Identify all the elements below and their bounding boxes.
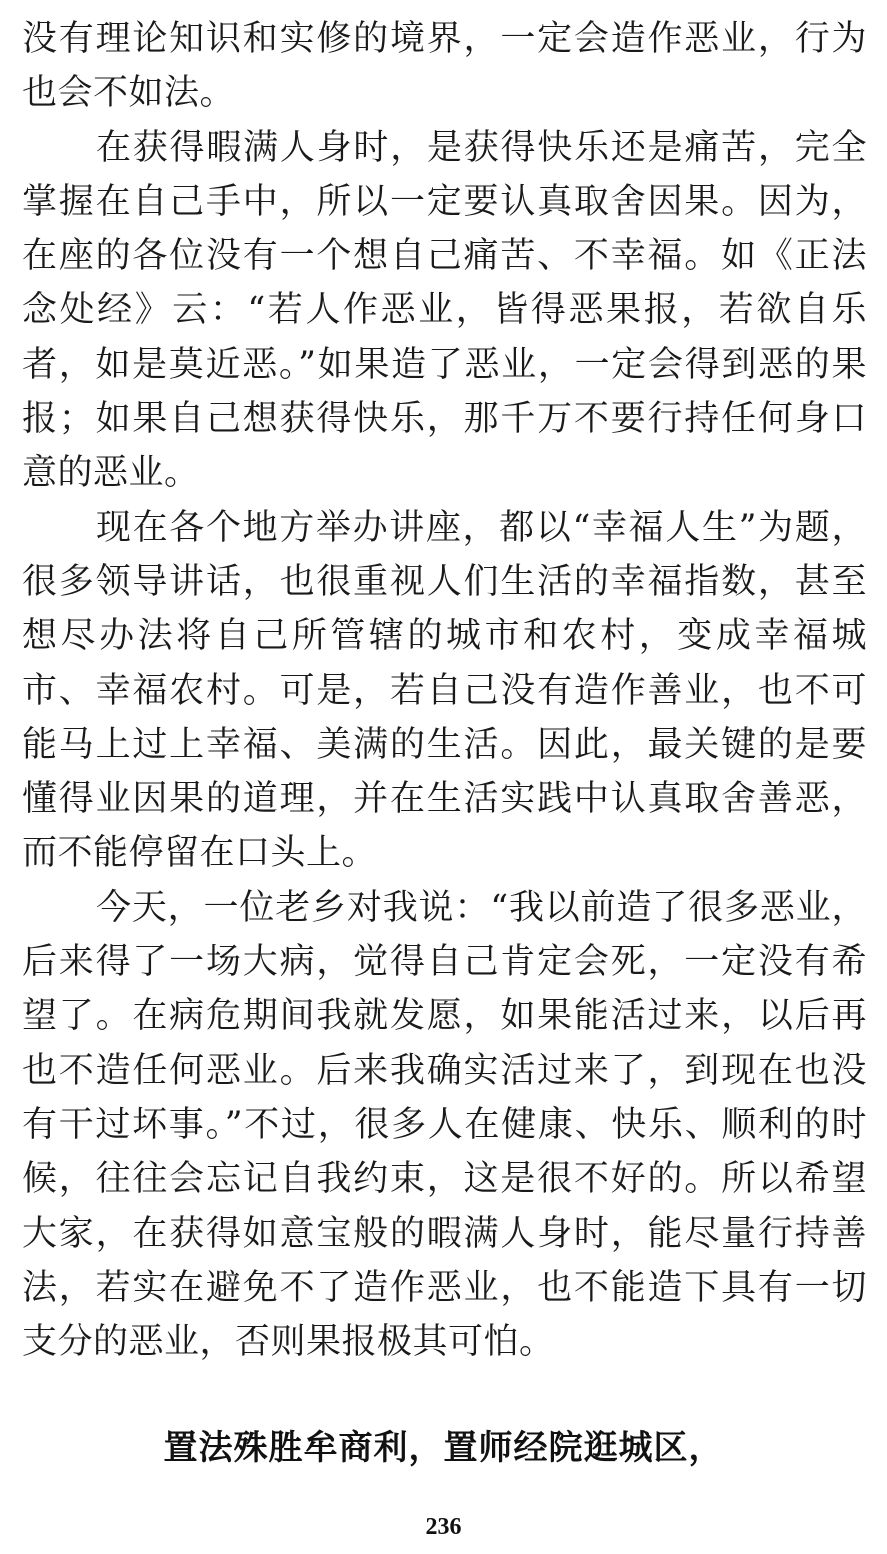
body-text bbox=[22, 12, 867, 1369]
paragraph-1: 没有理论知识和实修的境界，一定会造作恶业，行为也会不如法。 bbox=[22, 19, 867, 114]
paragraph-4: 今天，一位老乡对我说：“我以前造了很多恶业，后来得了一场大病，觉得自己肯定会死，一定没有希望了。在病危期间我就发愿，如果能活过来，以后再也不造任何恶业。后来我确实活过来了，到现在也没有干过坏事。”不过，很多人在健康、快乐、顺利的时候，往往会忘记自我约束，这是很不好的。所以希望大家，在获得如意宝般的暇满人身时，能尽量行持善法，若实在避免不了造作恶业，也不能造下具有一切支分的恶业，否则果报极其可怕。 bbox=[22, 887, 867, 1363]
verse-line: 置法殊胜牟商利，置师经院逛城区， bbox=[163, 1428, 724, 1468]
page-number: 236 bbox=[425, 1514, 462, 1540]
paragraph-2: 在获得暇满人身时，是获得快乐还是痛苦，完全掌握在自己手中，所以一定要认真取舍因果。因为，在座的各位没有一个想自己痛苦、不幸福。如《正法念处经》云：“若人作恶业，皆得恶果报，若欲自乐者，如是莫近恶。”如果造了恶业，一定会得到恶的果报；如果自己想获得快乐，那千万不要行持任何身口意的恶业。 bbox=[22, 127, 867, 494]
paragraph-3: 现在各个地方举办讲座，都以“幸福人生”为题，很多领导讲话，也很重视人们生活的幸福指数，甚至想尽办法将自己所管辖的城市和农村，变成幸福城市、幸福农村。可是，若自己没有造作善业，也不可能马上过上幸福、美满的生活。因此，最关键的是要懂得业因果的道理，并在生活实践中认真取舍善恶，而不能停留在口头上。 bbox=[22, 507, 867, 874]
